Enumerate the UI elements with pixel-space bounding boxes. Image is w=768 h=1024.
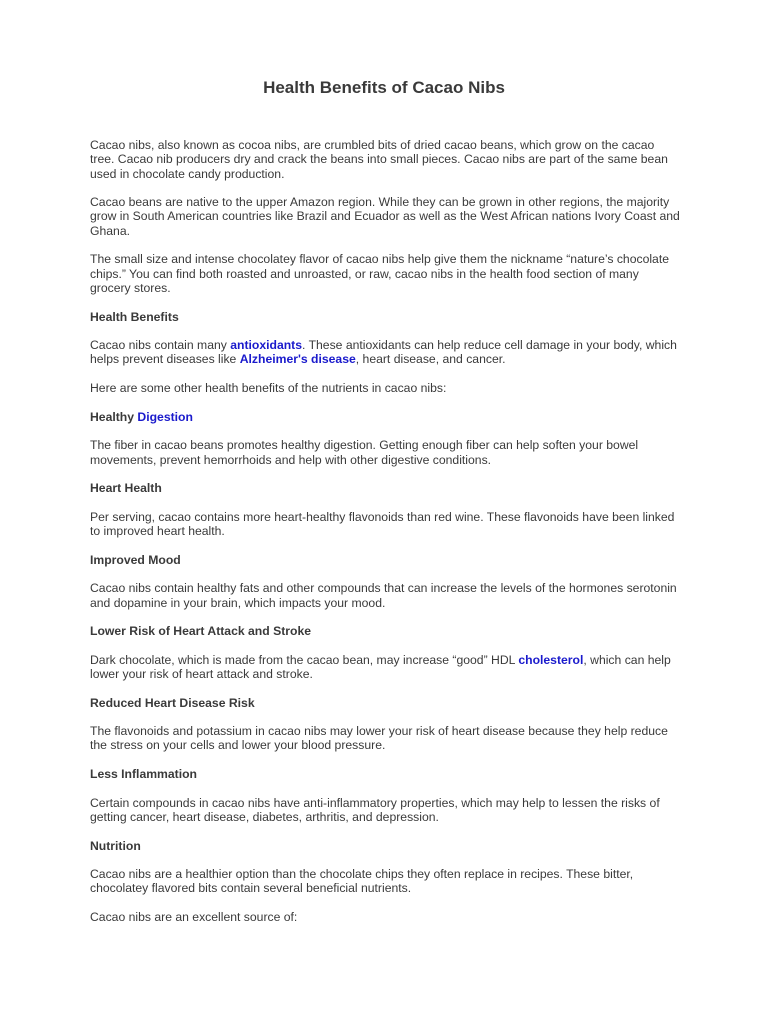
heading-less-inflammation: Less Inflammation bbox=[90, 767, 198, 782]
nutrition-paragraph: Cacao nibs are a healthier option than the chocolate chips they often replace in recipes. These bitter, chocolatey flavored bits contain several beneficial nutrients. bbox=[90, 867, 634, 896]
antioxidants-text-b: . These antioxidants can help reduce cell damage in your body, which helps prevent diseases like bbox=[90, 338, 677, 367]
nickname-paragraph: The small size and intense chocolatey flavor of cacao nibs help give them the nickname “nature’s chocolate chips.” You can find both roasted and unroasted, or raw, cacao nibs in the health food section of many grocery stores. bbox=[90, 252, 670, 295]
heading-digestion-text: Healthy bbox=[90, 409, 138, 424]
antioxidants-text-c: , heart disease, and cancer. bbox=[355, 352, 506, 367]
other-benefits-paragraph: Here are some other health benefits of the nutrients in cacao nibs: bbox=[90, 381, 447, 396]
digestion-paragraph: The fiber in cacao beans promotes healthy digestion. Getting enough fiber can help soften your bowel movements, prevent hemorrhoids and help with other digestive conditions. bbox=[90, 438, 639, 467]
source-of-paragraph: Cacao nibs are an excellent source of: bbox=[90, 910, 298, 925]
cholesterol-link[interactable]: cholesterol bbox=[518, 652, 584, 667]
page-title: Health Benefits of Cacao Nibs bbox=[263, 78, 505, 97]
article-body bbox=[90, 138, 680, 939]
heading-health-benefits: Health Benefits bbox=[90, 309, 179, 324]
intro-paragraph: Cacao nibs, also known as cocoa nibs, are crumbled bits of dried cacao beans, which grow on the cacao tree. Cacao nib producers dry and crack the beans into small pieces. Cacao nibs are part of the same bean used in chocolate candy production. bbox=[90, 138, 668, 181]
antioxidants-link[interactable]: antioxidants bbox=[230, 338, 303, 353]
heading-reduced-disease-risk: Reduced Heart Disease Risk bbox=[90, 695, 255, 710]
inflammation-paragraph: Certain compounds in cacao nibs have anti-inflammatory properties, which may help to lessen the risks of getting cancer, heart disease, diabetes, arthritis, and depression. bbox=[90, 795, 660, 824]
heading-lower-risk: Lower Risk of Heart Attack and Stroke bbox=[90, 624, 312, 639]
heading-nutrition: Nutrition bbox=[90, 838, 141, 853]
antioxidants-text-a: Cacao nibs contain many bbox=[90, 338, 231, 353]
heading-heart-health: Heart Health bbox=[90, 481, 162, 496]
cholesterol-paragraph bbox=[90, 653, 680, 682]
cholesterol-text-a: Dark chocolate, which is made from the cacao bean, may increase “good” HDL bbox=[90, 652, 519, 667]
digestion-link[interactable]: Digestion bbox=[137, 409, 193, 424]
heading-improved-mood: Improved Mood bbox=[90, 552, 181, 567]
heading-healthy-digestion bbox=[90, 410, 680, 424]
origin-paragraph: Cacao beans are native to the upper Amazon region. While they can be grown in other regions, the majority grow in South American countries like Brazil and Ecuador as well as the West African nations Ivory Coast and Ghana. bbox=[90, 195, 680, 238]
mood-paragraph: Cacao nibs contain healthy fats and other compounds that can increase the levels of the hormones serotonin and dopamine in your brain, which impacts your mood. bbox=[90, 581, 677, 610]
alzheimers-link[interactable]: Alzheimer's disease bbox=[239, 352, 356, 367]
antioxidants-paragraph bbox=[90, 338, 680, 367]
heart-health-paragraph: Per serving, cacao contains more heart-healthy flavonoids than red wine. These flavonoids have been linked to improved heart health. bbox=[90, 509, 675, 539]
disease-risk-paragraph: The flavonoids and potassium in cacao nibs may lower your risk of heart disease because they help reduce the stress on your cells and lower your blood pressure. bbox=[90, 724, 668, 753]
cholesterol-text-b: , which can help lower your risk of heart attack and stroke. bbox=[90, 652, 671, 681]
